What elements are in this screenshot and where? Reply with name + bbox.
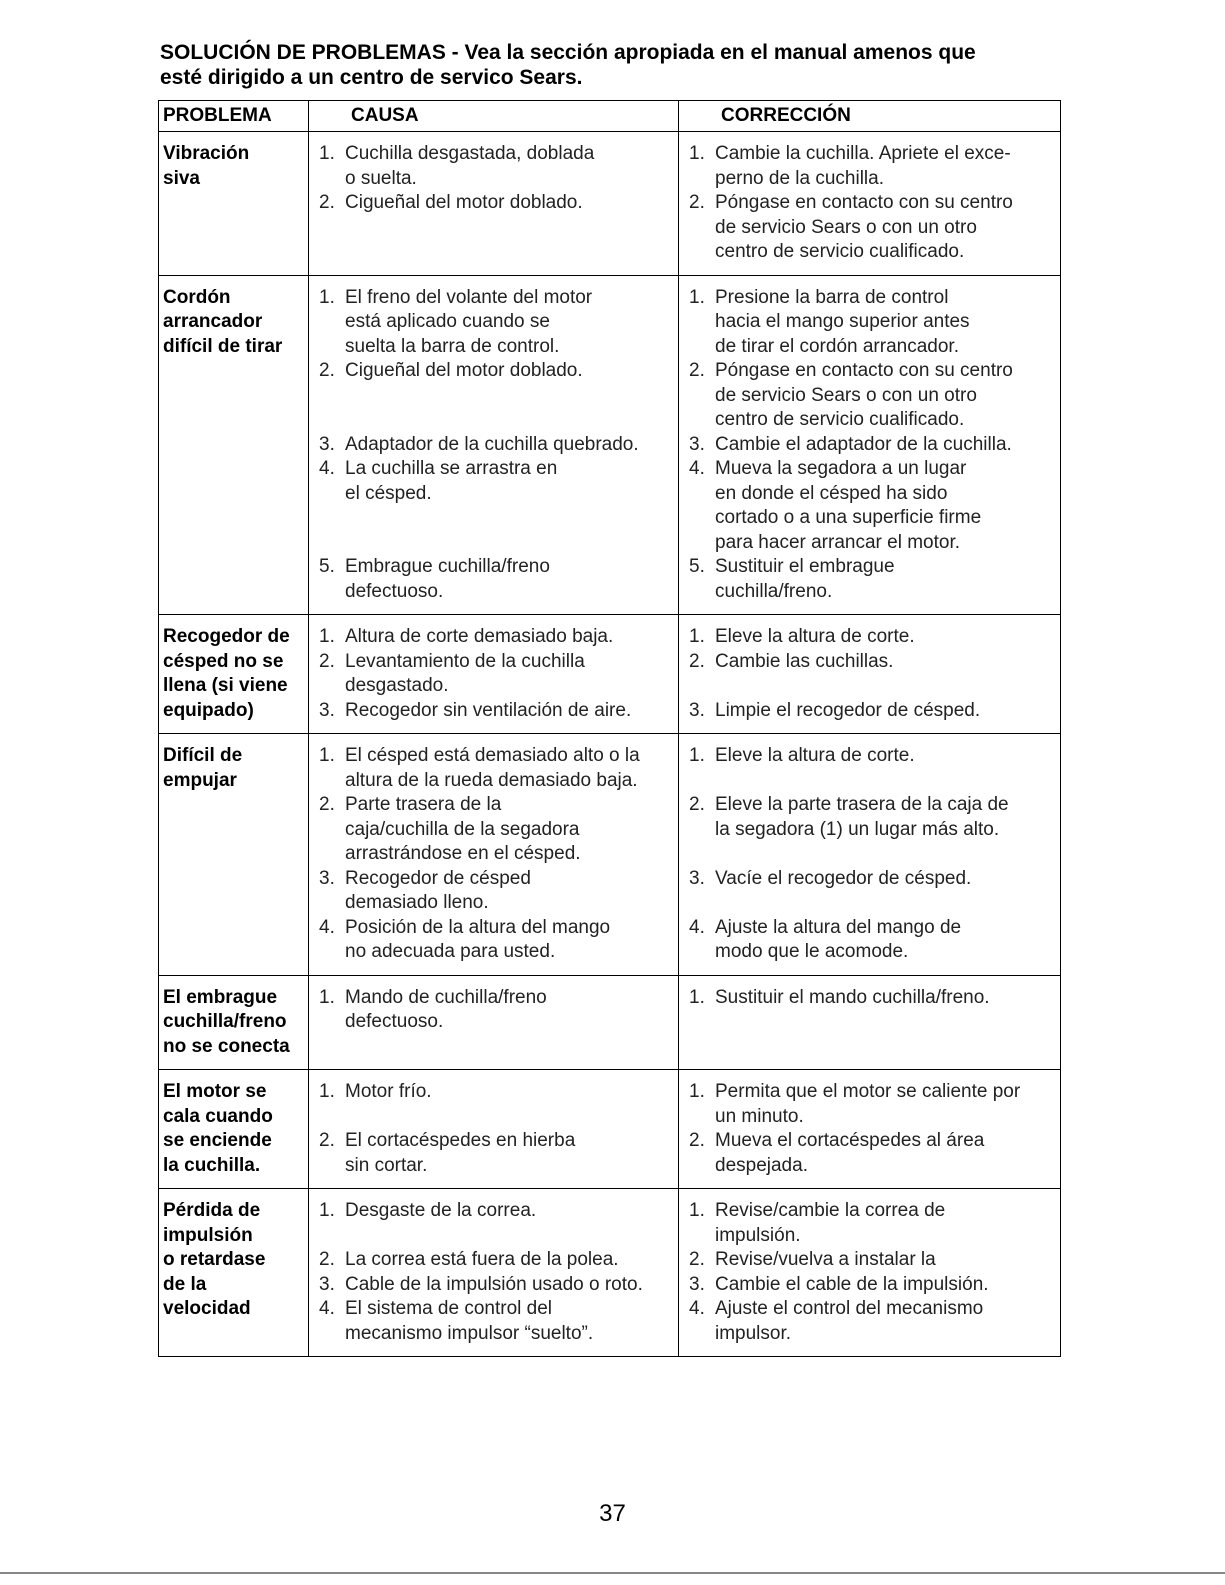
correction-cell <box>679 132 1061 276</box>
table-body <box>159 132 1061 1357</box>
troubleshooting-table <box>158 100 1061 1357</box>
item-number: 3. <box>319 699 335 721</box>
cause-cell <box>309 1070 679 1189</box>
spacer <box>683 842 1056 867</box>
list-item <box>313 867 674 916</box>
title-line-2: esté dirigido a un centro de servico Sears. <box>160 66 583 89</box>
item-line: Adaptador de la cuchilla quebrado. <box>345 433 639 455</box>
item-number: 5. <box>319 556 335 577</box>
item-line: impulsión. <box>715 1224 801 1246</box>
item-line: cortado o a una superficie firme <box>715 507 982 528</box>
list-item <box>683 867 1056 892</box>
table-row <box>159 734 1061 976</box>
list-item <box>683 650 1056 675</box>
item-text <box>345 142 674 191</box>
list-item <box>313 1248 674 1273</box>
item-text <box>715 1129 1056 1178</box>
item-number: 4. <box>689 916 705 938</box>
list-item <box>313 650 674 699</box>
item-line: Mueva el cortacéspedes al área <box>715 1130 985 1151</box>
item-line: Levantamiento de la cuchilla <box>345 650 585 672</box>
list-item <box>313 1273 674 1298</box>
list-item <box>683 1199 1056 1248</box>
list-item <box>683 555 1056 604</box>
page-title <box>160 40 1080 90</box>
list-item <box>313 1080 674 1105</box>
item-line: no adecuada para usted. <box>345 941 556 962</box>
item-number: 2. <box>689 192 705 213</box>
problem-cell <box>159 1189 309 1357</box>
item-text <box>715 699 1056 724</box>
spacer <box>683 674 1056 699</box>
item-line: Cambie el adaptador de la cuchilla. <box>715 433 1012 455</box>
list-item <box>683 286 1056 360</box>
item-line: hacia el mango superior antes <box>715 311 970 332</box>
item-line: modo que le acomode. <box>715 941 909 962</box>
item-text <box>715 867 1056 892</box>
list-item <box>313 1129 674 1178</box>
list-item <box>313 359 674 384</box>
item-line: un minuto. <box>715 1105 804 1127</box>
item-text <box>715 650 1056 675</box>
item-number: 3. <box>319 867 335 889</box>
problem-line: impulsión <box>163 1224 253 1246</box>
problem-line: Cordón <box>163 286 231 308</box>
problem-line: se enciende <box>163 1130 272 1151</box>
problem-line: velocidad <box>163 1298 251 1319</box>
spacer <box>683 769 1056 794</box>
list-item <box>683 699 1056 724</box>
item-line: El cortacéspedes en hierba <box>345 1130 576 1151</box>
item-line: arrastrándose en el césped. <box>345 843 581 864</box>
item-line: caja/cuchilla de la segadora <box>345 818 580 840</box>
list-item <box>683 433 1056 458</box>
item-number: 1. <box>319 143 335 164</box>
item-line: Recogedor sin ventilación de aire. <box>345 699 632 721</box>
list-item <box>683 457 1056 555</box>
item-line: demasiado lleno. <box>345 892 489 913</box>
problem-line: El motor se <box>163 1081 267 1102</box>
correction-cell <box>679 734 1061 976</box>
item-line: de servicio Sears o con un otro <box>715 216 977 238</box>
item-text <box>715 1080 1056 1129</box>
item-line: Presione la barra de control <box>715 286 949 308</box>
item-line: Vacíe el recogedor de césped. <box>715 867 972 889</box>
spacer <box>313 1224 674 1249</box>
item-text <box>345 650 674 699</box>
item-number: 1. <box>689 143 705 164</box>
item-line: Eleve la altura de corte. <box>715 626 915 647</box>
table-row <box>159 1189 1061 1357</box>
table-row <box>159 1070 1061 1189</box>
item-text <box>345 359 674 384</box>
item-number: 1. <box>689 626 705 647</box>
problem-line: siva <box>163 167 200 189</box>
spacer <box>313 506 674 531</box>
item-text <box>715 286 1056 360</box>
problem-line: cala cuando <box>163 1105 273 1127</box>
item-number: 4. <box>689 458 705 479</box>
list-item <box>313 555 674 604</box>
problem-line: llena (si viene <box>163 675 288 696</box>
item-number: 3. <box>689 699 705 721</box>
item-line: Cambie el cable de la impulsión. <box>715 1273 989 1295</box>
item-number: 2. <box>689 794 705 815</box>
item-number: 1. <box>319 1081 335 1102</box>
list-item <box>683 1080 1056 1129</box>
list-item <box>683 986 1056 1011</box>
table-header-row <box>159 101 1061 132</box>
list-item <box>313 699 674 724</box>
item-line: o suelta. <box>345 167 417 189</box>
item-number: 5. <box>689 556 705 577</box>
correction-cell <box>679 1070 1061 1189</box>
item-number: 1. <box>689 1200 705 1221</box>
cause-cell <box>309 734 679 976</box>
item-text <box>345 1199 674 1224</box>
list-item <box>313 744 674 793</box>
item-text <box>715 625 1056 650</box>
list-item <box>683 142 1056 191</box>
list-item <box>313 433 674 458</box>
item-line: altura de la rueda demasiado baja. <box>345 769 638 791</box>
problem-line: El embrague <box>163 986 278 1008</box>
item-text <box>345 191 674 216</box>
item-number: 2. <box>319 1249 335 1270</box>
item-text <box>715 555 1056 604</box>
correction-cell <box>679 1189 1061 1357</box>
item-number: 3. <box>319 1273 335 1295</box>
item-line: impulsor. <box>715 1322 792 1344</box>
item-text <box>715 793 1056 842</box>
item-line: El césped está demasiado alto o la <box>345 745 640 766</box>
item-text <box>345 916 674 965</box>
item-line: sin cortar. <box>345 1154 428 1176</box>
problem-cell <box>159 1070 309 1189</box>
item-number: 2. <box>689 1249 705 1270</box>
item-text <box>715 457 1056 555</box>
list-item <box>313 191 674 216</box>
item-number: 2. <box>689 650 705 672</box>
item-line: Limpie el recogedor de césped. <box>715 699 981 721</box>
list-item <box>683 625 1056 650</box>
item-text <box>715 191 1056 265</box>
item-line: en donde el césped ha sido <box>715 482 948 504</box>
list-item <box>683 1297 1056 1346</box>
list-item <box>683 1129 1056 1178</box>
item-line: Ajuste el control del mecanismo <box>715 1298 984 1319</box>
list-item <box>683 1248 1056 1273</box>
problem-line: la cuchilla. <box>163 1154 261 1176</box>
list-item <box>683 359 1056 433</box>
item-line: defectuoso. <box>345 1011 444 1032</box>
list-item <box>683 1273 1056 1298</box>
item-line: despejada. <box>715 1154 808 1176</box>
item-line: Sustituir el embrague <box>715 556 895 577</box>
item-number: 1. <box>689 745 705 766</box>
item-number: 2. <box>689 360 705 381</box>
item-text <box>345 625 674 650</box>
item-line: el césped. <box>345 482 432 504</box>
problem-line: difícil de tirar <box>163 335 283 357</box>
item-line: la segadora (1) un lugar más alto. <box>715 818 1000 840</box>
item-line: Revise/vuelva a instalar la <box>715 1249 936 1270</box>
item-text <box>715 142 1056 191</box>
item-text <box>715 744 1056 769</box>
item-number: 1. <box>319 286 335 308</box>
list-item <box>313 457 674 506</box>
spacer <box>683 891 1056 916</box>
list-item <box>313 142 674 191</box>
item-line: centro de servicio cualificado. <box>715 241 965 262</box>
problem-line: Pérdida de <box>163 1200 261 1221</box>
list-item <box>313 986 674 1035</box>
list-item <box>683 793 1056 842</box>
header-correccion: CORRECCIÓN <box>679 101 1061 132</box>
cause-cell <box>309 275 679 615</box>
item-line: perno de la cuchilla. <box>715 167 884 189</box>
item-number: 4. <box>689 1298 705 1319</box>
list-item <box>313 625 674 650</box>
item-number: 1. <box>689 986 705 1008</box>
problem-line: césped no se <box>163 650 284 672</box>
problem-line: de la <box>163 1273 207 1295</box>
item-text <box>715 359 1056 433</box>
item-text <box>345 1273 674 1298</box>
item-line: Póngase en contacto con su centro <box>715 192 1013 213</box>
item-number: 2. <box>319 360 335 381</box>
item-text <box>345 867 674 916</box>
list-item <box>683 916 1056 965</box>
spacer <box>313 531 674 556</box>
problem-line: no se conecta <box>163 1035 290 1057</box>
item-text <box>345 1248 674 1273</box>
list-item <box>313 793 674 867</box>
item-number: 2. <box>319 650 335 672</box>
item-line: Permita que el motor se caliente por <box>715 1081 1021 1102</box>
item-line: El freno del volante del motor <box>345 286 593 308</box>
item-line: de tirar el cordón arrancador. <box>715 335 959 357</box>
item-number: 2. <box>319 1130 335 1151</box>
item-line: Cigueñal del motor doblado. <box>345 360 583 381</box>
item-line: de servicio Sears o con un otro <box>715 384 977 406</box>
item-line: Embrague cuchilla/freno <box>345 556 550 577</box>
problem-line: Recogedor de <box>163 626 290 647</box>
cause-cell <box>309 975 679 1070</box>
item-line: Desgaste de la correa. <box>345 1200 537 1221</box>
spacer <box>313 408 674 433</box>
item-line: Altura de corte demasiado baja. <box>345 626 614 647</box>
cause-cell <box>309 132 679 276</box>
item-line: cuchilla/freno. <box>715 580 833 602</box>
problem-line: o retardase <box>163 1249 266 1270</box>
item-number: 3. <box>689 1273 705 1295</box>
spacer <box>313 1105 674 1130</box>
table-row <box>159 275 1061 615</box>
item-text <box>715 1248 1056 1273</box>
item-line: Eleve la altura de corte. <box>715 745 915 766</box>
item-number: 2. <box>319 794 335 815</box>
list-item <box>313 916 674 965</box>
item-line: Cuchilla desgastada, doblada <box>345 143 595 164</box>
item-line: El sistema de control del <box>345 1298 552 1319</box>
item-line: Parte trasera de la <box>345 794 502 815</box>
correction-cell <box>679 615 1061 734</box>
item-number: 2. <box>689 1130 705 1151</box>
item-text <box>345 1297 674 1346</box>
item-line: desgastado. <box>345 675 449 696</box>
header-causa: CAUSA <box>309 101 679 132</box>
item-line: Recogedor de césped <box>345 867 531 889</box>
item-text <box>715 986 1056 1011</box>
list-item <box>313 1199 674 1224</box>
item-text <box>345 555 674 604</box>
problem-line: arrancador <box>163 311 263 332</box>
item-line: Cambie la cuchilla. Apriete el exce- <box>715 143 1011 164</box>
header-problema: PROBLEMA <box>159 101 309 132</box>
item-line: Mueva la segadora a un lugar <box>715 458 967 479</box>
item-number: 1. <box>319 1200 335 1221</box>
problem-cell <box>159 275 309 615</box>
item-number: 4. <box>319 1298 335 1319</box>
spacer <box>313 384 674 409</box>
bottom-rule <box>0 1572 1225 1574</box>
table-row <box>159 132 1061 276</box>
item-line: mecanismo impulsor “suelto”. <box>345 1322 594 1344</box>
problem-line: Vibración <box>163 143 250 164</box>
item-text <box>715 433 1056 458</box>
item-number: 2. <box>319 192 335 213</box>
item-line: centro de servicio cualificado. <box>715 409 965 430</box>
problem-cell <box>159 615 309 734</box>
item-number: 3. <box>689 867 705 889</box>
item-number: 1. <box>319 986 335 1008</box>
item-line: para hacer arrancar el motor. <box>715 531 961 553</box>
list-item <box>683 744 1056 769</box>
item-text <box>345 1080 674 1105</box>
cause-cell <box>309 615 679 734</box>
item-text <box>345 1129 674 1178</box>
item-line: Cable de la impulsión usado o roto. <box>345 1273 643 1295</box>
item-text <box>715 1297 1056 1346</box>
item-line: Revise/cambie la correa de <box>715 1200 946 1221</box>
item-number: 3. <box>319 433 335 455</box>
problem-line: Difícil de <box>163 745 243 766</box>
problem-cell <box>159 975 309 1070</box>
item-line: Cambie las cuchillas. <box>715 650 894 672</box>
problem-cell <box>159 132 309 276</box>
item-number: 1. <box>689 286 705 308</box>
item-number: 1. <box>689 1081 705 1102</box>
item-line: Mando de cuchilla/freno <box>345 986 547 1008</box>
item-number: 1. <box>319 626 335 647</box>
problem-line: empujar <box>163 769 237 791</box>
item-line: Posición de la altura del mango <box>345 916 611 938</box>
item-line: Eleve la parte trasera de la caja de <box>715 794 1009 815</box>
item-line: Sustituir el mando cuchilla/freno. <box>715 986 990 1008</box>
correction-cell <box>679 275 1061 615</box>
item-text <box>345 744 674 793</box>
table-row <box>159 975 1061 1070</box>
list-item <box>313 286 674 360</box>
list-item <box>683 191 1056 265</box>
item-number: 4. <box>319 916 335 938</box>
item-number: 3. <box>689 433 705 455</box>
item-line: Cigueñal del motor doblado. <box>345 192 583 213</box>
cause-cell <box>309 1189 679 1357</box>
item-line: Ajuste la altura del mango de <box>715 916 962 938</box>
item-text <box>345 793 674 867</box>
item-text <box>715 916 1056 965</box>
item-line: La cuchilla se arrastra en <box>345 458 558 479</box>
item-text <box>345 433 674 458</box>
item-line: está aplicado cuando se <box>345 311 550 332</box>
title-line-1: SOLUCIÓN DE PROBLEMAS - Vea la sección apropiada en el manual amenos que <box>160 41 976 64</box>
table-row <box>159 615 1061 734</box>
item-line: La correa está fuera de la polea. <box>345 1249 619 1270</box>
item-text <box>715 1199 1056 1248</box>
item-line: Póngase en contacto con su centro <box>715 360 1013 381</box>
item-line: Motor frío. <box>345 1081 432 1102</box>
item-number: 4. <box>319 458 335 479</box>
problem-line: cuchilla/freno <box>163 1011 287 1032</box>
problem-cell <box>159 734 309 976</box>
item-text <box>345 286 674 360</box>
problem-line: equipado) <box>163 699 254 721</box>
item-line: suelta la barra de control. <box>345 335 560 357</box>
item-number: 1. <box>319 745 335 766</box>
item-text <box>345 457 674 506</box>
item-text <box>345 986 674 1035</box>
item-text <box>715 1273 1056 1298</box>
list-item <box>313 1297 674 1346</box>
page-number: 37 <box>599 1500 626 1527</box>
item-text <box>345 699 674 724</box>
correction-cell <box>679 975 1061 1070</box>
item-line: defectuoso. <box>345 580 444 602</box>
